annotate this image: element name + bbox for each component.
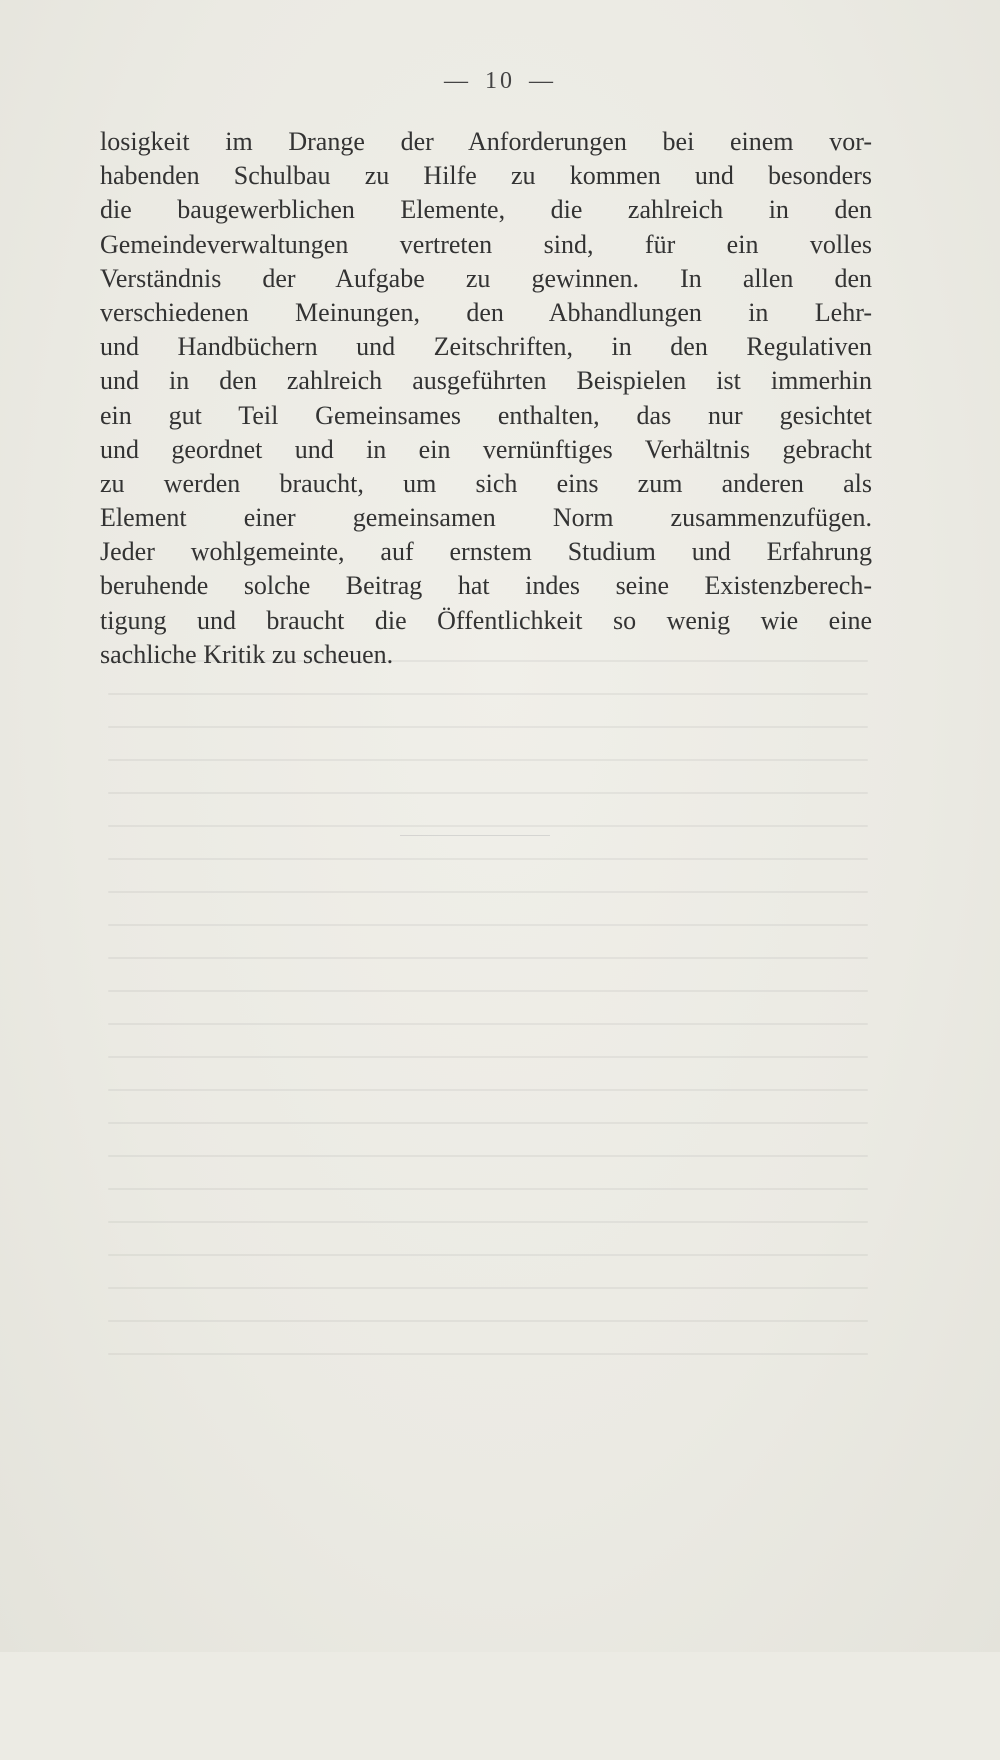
- page-number: 10: [485, 68, 515, 94]
- ghost-line: [108, 792, 868, 794]
- ghost-line: [108, 990, 868, 992]
- body-paragraph: [100, 125, 872, 672]
- ghost-line: [108, 693, 868, 695]
- faint-divider-rule: [400, 835, 550, 836]
- text-line: und geordnet und in ein vernünftiges Verhältnis gebracht: [100, 434, 872, 464]
- ghost-line: [108, 825, 868, 827]
- text-line: habenden Schulbau zu Hilfe zu kommen und besonders: [100, 161, 872, 191]
- text-line: zu werden braucht, um sich eins zum anderen als: [100, 468, 872, 498]
- ghost-line: [108, 1320, 868, 1322]
- ghost-line: [108, 1023, 868, 1025]
- page-header: [0, 68, 1000, 95]
- text-line: Verständnis der Aufgabe zu gewinnen. In allen den: [100, 263, 872, 293]
- text-line: Element einer gemeinsamen Norm zusammenzufügen.: [100, 503, 872, 533]
- ghost-line: [108, 1122, 868, 1124]
- ghost-line: [108, 1056, 868, 1058]
- text-line: tigung und braucht die Öffentlichkeit so wenig wie eine: [100, 605, 872, 635]
- bleed-through-texture: [108, 660, 868, 1760]
- ghost-line: [108, 1254, 868, 1256]
- text-line: Jeder wohlgemeinte, auf ernstem Studium und Erfahrung: [100, 537, 872, 567]
- text-line: ein gut Teil Gemeinsames enthalten, das nur gesichtet: [100, 400, 872, 430]
- ghost-line: [108, 1287, 868, 1289]
- ghost-line: [108, 924, 868, 926]
- ghost-line: [108, 759, 868, 761]
- ghost-line: [108, 1221, 868, 1223]
- text-line: losigkeit im Drange der Anforderungen bei einem vor-: [100, 127, 872, 156]
- text-line: Gemeindeverwaltungen vertreten sind, für ein volles: [100, 229, 872, 259]
- text-line: die baugewerblichen Elemente, die zahlreich in den: [100, 195, 872, 225]
- ghost-line: [108, 1188, 868, 1190]
- text-line: verschiedenen Meinungen, den Abhandlungen in Lehr-: [100, 297, 872, 327]
- ghost-line: [108, 891, 868, 893]
- ghost-line: [108, 858, 868, 860]
- ghost-line: [108, 1353, 868, 1355]
- text-line: und Handbüchern und Zeitschriften, in den Regulativen: [100, 332, 872, 362]
- text-line: beruhende solche Beitrag hat indes seine Existenzberech-: [100, 571, 872, 601]
- header-dash-right: —: [529, 68, 556, 94]
- text-line-last: sachliche Kritik zu scheuen.: [100, 639, 394, 669]
- ghost-line: [108, 1155, 868, 1157]
- ghost-line: [108, 957, 868, 959]
- ghost-line: [108, 726, 868, 728]
- ghost-line: [108, 1089, 868, 1091]
- header-dash-left: —: [444, 68, 471, 94]
- text-line: und in den zahlreich ausgeführten Beispielen ist immerhin: [100, 366, 872, 396]
